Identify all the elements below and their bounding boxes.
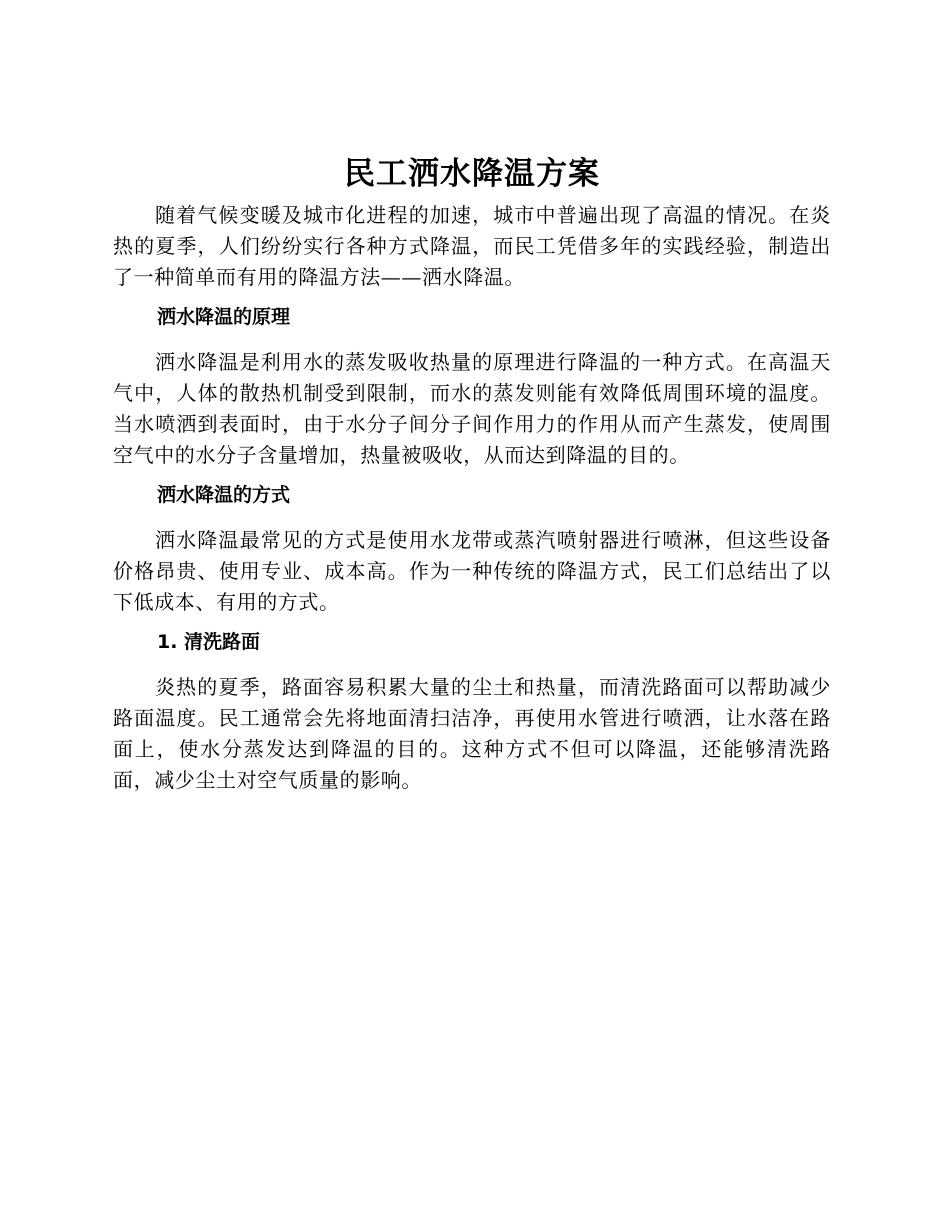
section-body-clean-road: 炎热的夏季，路面容易积累大量的尘土和热量，而清洗路面可以帮助减少路面温度。民工通常会先将地面清扫洁净，再使用水管进行喷洒，让水落在路面上，使水分蒸发达到降温的目的。这种方式不但可以降温，还能够清洗路面，减少尘土对空气质量的影响。: [113, 675, 831, 792]
spacer: [113, 331, 831, 347]
spacer: [113, 656, 831, 672]
spacer: [113, 618, 831, 628]
document-page: [113, 148, 831, 796]
section-body-principle: 洒水降温是利用水的蒸发吸收热量的原理进行降温的一种方式。在高温天气中，人体的散热机制受到限制，而水的蒸发则能有效降低周围环境的温度。当水喷洒到表面时，由于水分子间分子间作用力的作用从而产生蒸发，使周围空气中的水分子含量增加，热量被吸收，从而达到降温的目的。: [113, 350, 831, 467]
section-body-methods: 洒水降温最常见的方式是使用水龙带或蒸汽喷射器进行喷淋，但这些设备价格昂贵、使用专业、成本高。作为一种传统的降温方式，民工们总结出了以下低成本、有用的方式。: [113, 528, 831, 614]
spacer: [113, 509, 831, 525]
section-heading-clean-road: 1. 清洗路面: [157, 631, 261, 653]
intro-paragraph: 随着气候变暖及城市化进程的加速，城市中普遍出现了高温的情况。在炎热的夏季，人们纷纷实行各种方式降温，而民工凭借多年的实践经验，制造出了一种简单而有用的降温方法——洒水降温。: [113, 203, 831, 289]
document-title: 民工洒水降温方案: [344, 156, 600, 192]
section-heading-principle: 洒水降温的原理: [157, 306, 291, 328]
spacer: [113, 471, 831, 481]
spacer: [113, 293, 831, 303]
section-heading-methods: 洒水降温的方式: [157, 484, 291, 506]
